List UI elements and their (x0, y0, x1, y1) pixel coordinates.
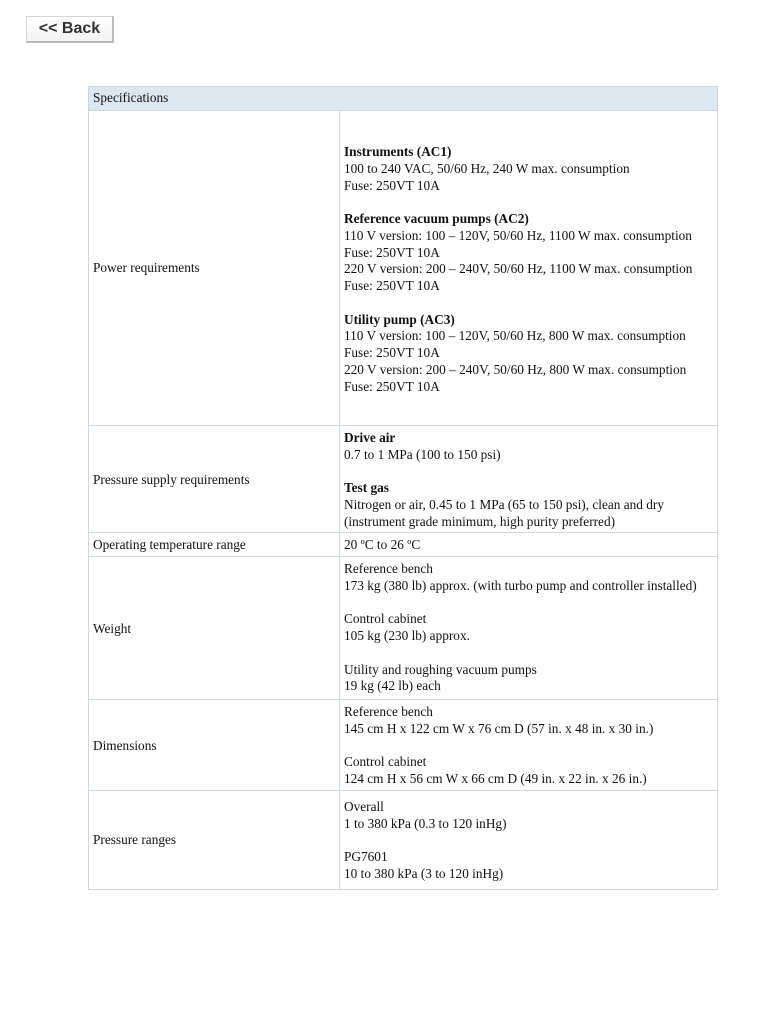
spec-label: Dimensions (89, 700, 340, 791)
spec-line: Nitrogen or air, 0.45 to 1 MPa (65 to 150 psi), clean and dry (instrument grade minimum, high purity preferred) (344, 496, 665, 529)
table-row (89, 557, 718, 700)
spec-block (344, 430, 713, 464)
spec-line: Fuse: 250VT 10A (344, 244, 440, 260)
back-button[interactable]: << Back (26, 16, 114, 43)
spec-block (344, 704, 713, 738)
table-row (89, 790, 718, 889)
spec-block (344, 480, 713, 530)
spec-line: 145 cm H x 122 cm W x 76 cm D (57 in. x 48 in. x 30 in.) (344, 720, 654, 736)
table-header: Specifications (89, 87, 718, 111)
spec-block (344, 662, 713, 696)
spec-label: Pressure ranges (89, 790, 340, 889)
spec-block-heading: Drive air (344, 429, 396, 445)
spec-block-heading: Utility pump (AC3) (344, 311, 455, 327)
spec-block-heading: Instruments (AC1) (344, 144, 452, 160)
table-row (89, 533, 718, 557)
spec-label: Pressure supply requirements (89, 425, 340, 533)
spec-line: 110 V version: 100 – 120V, 50/60 Hz, 1100 W max. consumption (344, 227, 692, 243)
spec-line: Fuse: 250VT 10A (344, 177, 440, 193)
spec-label: Power requirements (89, 110, 340, 425)
table-row (89, 425, 718, 533)
spec-value (340, 110, 718, 425)
spec-block (344, 211, 713, 295)
specifications-table (88, 86, 718, 890)
spec-block (344, 849, 713, 883)
spec-block (344, 561, 713, 595)
spec-label: Weight (89, 557, 340, 700)
spec-line: 220 V version: 200 – 240V, 50/60 Hz, 1100 W max. consumption (344, 261, 693, 277)
spec-line: Reference bench (344, 704, 433, 719)
spec-line: Fuse: 250VT 10A (344, 345, 440, 361)
spec-line: 0.7 to 1 MPa (100 to 150 psi) (344, 446, 501, 462)
spec-line: Control cabinet (344, 754, 427, 770)
spec-label: Operating temperature range (89, 533, 340, 557)
spec-line: 220 V version: 200 – 240V, 50/60 Hz, 800 W max. consumption (344, 361, 687, 377)
table-row (89, 700, 718, 791)
spec-line: 20 ºC to 26 ºC (344, 537, 421, 553)
spec-block (344, 537, 713, 554)
spec-value (340, 557, 718, 700)
table-body (89, 110, 718, 889)
spec-block (344, 754, 713, 788)
spec-block (344, 312, 713, 396)
spec-line: 105 kg (230 lb) approx. (344, 628, 470, 643)
spec-line: Fuse: 250VT 10A (344, 278, 440, 294)
spec-line: Utility and roughing vacuum pumps (344, 661, 537, 677)
spec-line: 110 V version: 100 – 120V, 50/60 Hz, 800 W max. consumption (344, 328, 686, 344)
spec-line: 19 kg (42 lb) each (344, 678, 441, 694)
spec-block-heading: Test gas (344, 480, 389, 495)
spec-value (340, 700, 718, 791)
spec-block-heading: Reference vacuum pumps (AC2) (344, 211, 529, 227)
spec-block (344, 799, 713, 833)
table-row (89, 110, 718, 425)
spec-line: 173 kg (380 lb) approx. (with turbo pump and controller installed) (344, 577, 697, 593)
spec-line: 124 cm H x 56 cm W x 66 cm D (49 in. x 22 in. x 26 in.) (344, 771, 647, 786)
spec-line: Control cabinet (344, 611, 427, 627)
spec-block (344, 144, 713, 194)
spec-line: 1 to 380 kPa (0.3 to 120 inHg) (344, 815, 507, 831)
table-header-row (89, 87, 718, 111)
spec-line: Reference bench (344, 561, 433, 576)
spec-value (340, 533, 718, 557)
spec-value (340, 425, 718, 533)
spec-line: Fuse: 250VT 10A (344, 378, 440, 394)
spec-line: 100 to 240 VAC, 50/60 Hz, 240 W max. consumption (344, 160, 630, 176)
spec-line: PG7601 (344, 849, 388, 865)
spec-line: Overall (344, 798, 384, 814)
spec-line: 10 to 380 kPa (3 to 120 inHg) (344, 865, 504, 881)
spec-block (344, 611, 713, 645)
spec-value (340, 790, 718, 889)
